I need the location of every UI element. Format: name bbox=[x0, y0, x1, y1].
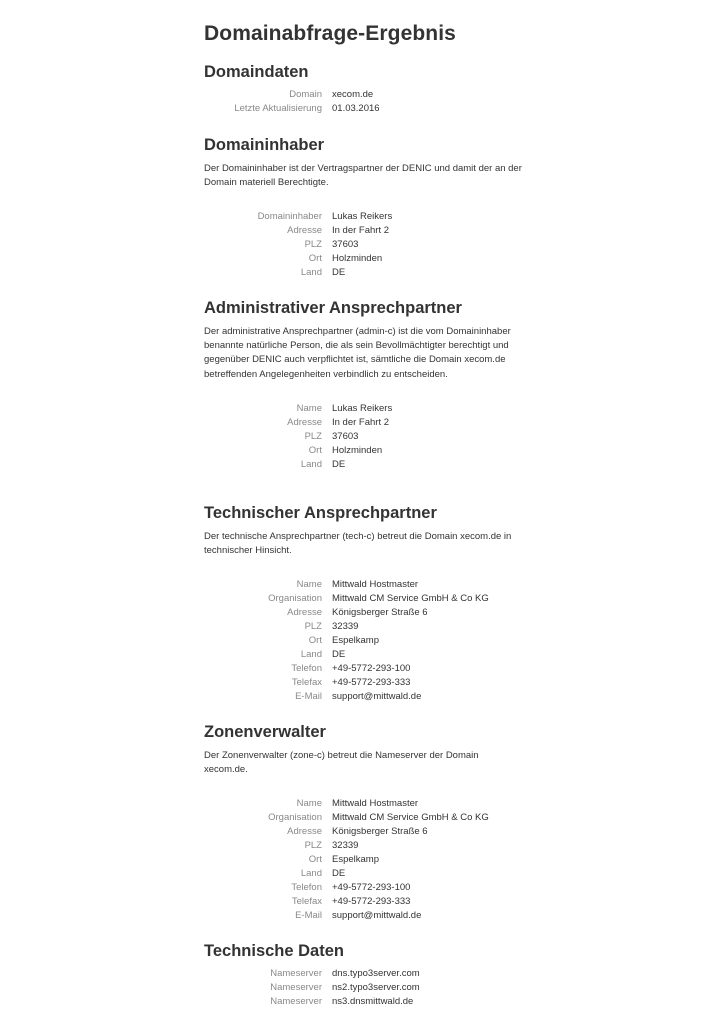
field-label: Telefon bbox=[291, 882, 322, 894]
field-label: Letzte Aktualisierung bbox=[234, 103, 322, 114]
field-value: In der Fahrt 2 bbox=[332, 225, 390, 237]
field-value: Mittwald Hostmaster bbox=[332, 798, 419, 810]
field-value: Königsberger Straße 6 bbox=[332, 826, 428, 838]
field-label: Adresse bbox=[287, 826, 322, 838]
field-label: Land bbox=[300, 267, 322, 279]
table-row bbox=[204, 458, 392, 472]
domaininhaber-description: Der Domaininhaber ist der Vertragspartner der DENIC und damit der an der Domain materiell Berechtigte. bbox=[204, 163, 522, 189]
table-row bbox=[204, 967, 420, 981]
field-label: Telefon bbox=[291, 663, 322, 675]
table-row bbox=[204, 578, 489, 592]
field-label: E-Mail bbox=[295, 910, 322, 922]
section-technische-daten bbox=[204, 940, 420, 1009]
tech-contact-description: Der technische Ansprechpartner (tech-c) betreut die Domain xecom.de in technischer Hinsicht. bbox=[204, 531, 512, 557]
admin-contact-table bbox=[204, 402, 392, 472]
section-heading-domaindaten: Domaindaten bbox=[204, 63, 309, 81]
table-row bbox=[204, 102, 380, 116]
result-content bbox=[204, 0, 534, 1007]
field-value: 32339 bbox=[332, 621, 359, 633]
field-label: Land bbox=[300, 649, 322, 661]
field-label: Organisation bbox=[268, 593, 322, 605]
field-label: Nameserver bbox=[270, 968, 322, 979]
technische-daten-table bbox=[204, 967, 420, 1009]
table-row bbox=[204, 811, 489, 825]
field-label: Ort bbox=[308, 253, 322, 265]
field-label: PLZ bbox=[304, 621, 322, 633]
field-label: Adresse bbox=[287, 225, 322, 237]
table-row bbox=[204, 853, 489, 867]
table-row bbox=[204, 402, 392, 416]
tech-contact-table bbox=[204, 578, 489, 704]
field-label: PLZ bbox=[304, 239, 322, 251]
field-label: PLZ bbox=[304, 840, 322, 852]
field-value: support@mittwald.de bbox=[332, 910, 422, 922]
field-value: 32339 bbox=[332, 840, 359, 852]
field-value: ns2.typo3server.com bbox=[332, 982, 420, 993]
field-value: DE bbox=[332, 267, 346, 279]
field-value: Espelkamp bbox=[332, 635, 379, 647]
section-heading-technische-daten: Technische Daten bbox=[204, 942, 344, 960]
field-label: Telefax bbox=[291, 896, 322, 908]
section-heading-admin-contact: Administrativer Ansprechpartner bbox=[204, 299, 462, 317]
field-value: +49-5772-293-100 bbox=[332, 882, 411, 894]
field-label: Name bbox=[296, 798, 322, 810]
field-value: ns3.dnsmittwald.de bbox=[332, 996, 414, 1007]
table-row bbox=[204, 676, 489, 690]
table-row bbox=[204, 266, 392, 280]
field-label: Land bbox=[300, 458, 322, 470]
field-value: DE bbox=[332, 868, 346, 880]
domaindaten-table bbox=[204, 88, 380, 116]
table-row bbox=[204, 224, 392, 238]
field-label: Land bbox=[300, 868, 322, 880]
domaininhaber-table bbox=[204, 210, 392, 280]
zone-contact-table bbox=[204, 797, 489, 923]
field-value: In der Fahrt 2 bbox=[332, 416, 390, 428]
field-value: Mittwald CM Service GmbH & Co KG bbox=[332, 593, 489, 605]
field-value: Königsberger Straße 6 bbox=[332, 607, 428, 619]
table-row bbox=[204, 690, 489, 704]
field-label: Adresse bbox=[287, 607, 322, 619]
table-row bbox=[204, 238, 392, 252]
section-admin-contact bbox=[204, 297, 524, 472]
field-value: Lukas Reikers bbox=[332, 402, 393, 414]
field-label: PLZ bbox=[304, 430, 322, 442]
field-value: 37603 bbox=[332, 239, 359, 251]
zone-contact-description: Der Zonenverwalter (zone-c) betreut die Nameserver der Domain xecom.de. bbox=[204, 750, 479, 776]
table-row bbox=[204, 797, 489, 811]
field-label: Organisation bbox=[268, 812, 322, 824]
field-label: Ort bbox=[308, 444, 322, 456]
field-label: Domain bbox=[289, 89, 322, 100]
field-label: E-Mail bbox=[295, 691, 322, 703]
field-label: Ort bbox=[308, 854, 322, 866]
page-title: Domainabfrage-Ergebnis bbox=[204, 22, 456, 45]
field-value: Holzminden bbox=[332, 253, 383, 265]
table-row bbox=[204, 867, 489, 881]
field-value: 37603 bbox=[332, 430, 359, 442]
field-label: Name bbox=[296, 579, 322, 591]
field-value: 01.03.2016 bbox=[332, 103, 380, 114]
table-row bbox=[204, 444, 392, 458]
table-row bbox=[204, 839, 489, 853]
table-row bbox=[204, 592, 489, 606]
field-value: support@mittwald.de bbox=[332, 691, 422, 703]
field-value: +49-5772-293-100 bbox=[332, 663, 411, 675]
table-row bbox=[204, 662, 489, 676]
admin-contact-description: Der administrative Ansprechpartner (admin-c) ist die vom Domaininhaber benannte natürliche Person, die als sein Bevollmächtigter berechtigt und gegenüber DENIC auch verpflichtet ist, sämtliche die Domain xecom.de betreffenden Angelegenheiten verbindlich zu entscheiden. bbox=[204, 326, 511, 380]
section-heading-tech-contact: Technischer Ansprechpartner bbox=[204, 504, 437, 522]
table-row bbox=[204, 620, 489, 634]
section-tech-contact bbox=[204, 502, 524, 704]
field-label: Domaininhaber bbox=[257, 211, 322, 223]
field-label: Ort bbox=[308, 635, 322, 647]
table-row bbox=[204, 981, 420, 995]
field-label: Nameserver bbox=[270, 982, 322, 993]
field-value: Mittwald Hostmaster bbox=[332, 579, 419, 591]
section-heading-zone-contact: Zonenverwalter bbox=[204, 723, 326, 741]
field-value: Holzminden bbox=[332, 444, 383, 456]
field-label: Nameserver bbox=[270, 996, 322, 1007]
table-row bbox=[204, 606, 489, 620]
table-row bbox=[204, 634, 489, 648]
table-row bbox=[204, 88, 380, 102]
table-row bbox=[204, 210, 392, 224]
field-value: xecom.de bbox=[332, 89, 374, 100]
field-value: Espelkamp bbox=[332, 854, 379, 866]
field-value: DE bbox=[332, 649, 346, 661]
table-row bbox=[204, 416, 392, 430]
section-domaindaten bbox=[204, 61, 380, 116]
table-row bbox=[204, 909, 489, 923]
section-domaininhaber bbox=[204, 134, 524, 280]
field-value: Mittwald CM Service GmbH & Co KG bbox=[332, 812, 489, 824]
field-label: Telefax bbox=[291, 677, 322, 689]
table-row bbox=[204, 881, 489, 895]
table-row bbox=[204, 430, 392, 444]
table-row bbox=[204, 648, 489, 662]
field-label: Name bbox=[296, 402, 322, 414]
table-row bbox=[204, 895, 489, 909]
field-value: +49-5772-293-333 bbox=[332, 896, 411, 908]
field-value: dns.typo3server.com bbox=[332, 968, 420, 979]
field-label: Adresse bbox=[287, 416, 322, 428]
table-row bbox=[204, 825, 489, 839]
field-value: +49-5772-293-333 bbox=[332, 677, 411, 689]
section-zone-contact bbox=[204, 721, 524, 923]
section-heading-domaininhaber: Domaininhaber bbox=[204, 136, 325, 154]
field-value: Lukas Reikers bbox=[332, 211, 393, 223]
table-row bbox=[204, 995, 420, 1009]
table-row bbox=[204, 252, 392, 266]
field-value: DE bbox=[332, 458, 346, 470]
